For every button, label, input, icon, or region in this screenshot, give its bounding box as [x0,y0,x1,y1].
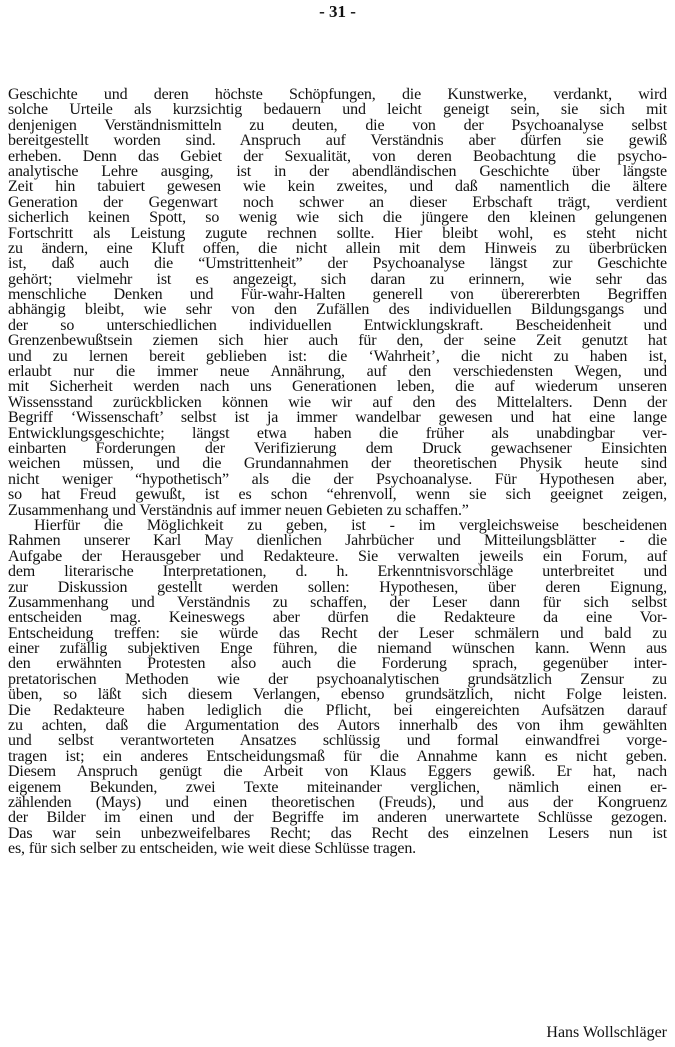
text-line: der so unterschiedlichen individuellen Entwicklungskraft. Bescheidenheit und [8,316,667,334]
text-line: dem literarische Interpretationen, d. h. Erkenntnisvorschläge unterbreitet und [8,563,667,581]
text-line: sicherlich keinen Spott, so wenig wie sich die jüngere den kleinen gelungenen [8,209,667,227]
paragraph [8,87,667,518]
text-line: mit Sicherheit werden nach uns Generationen leben, die auf wiederum unseren [8,378,667,396]
article-body [8,87,667,857]
text-line: Das war sein unbezweifelbares Recht; das Recht des einzelnen Lesers nun ist [8,824,667,842]
text-line: einbarten Forderungen der Verifizierung dem Druck gewachsener Einsichten [8,439,667,457]
text-line: Zusammenhang und Verständnis auf immer neuen Gebieten zu schaffen.” [8,501,469,519]
author-signature: Hans Wollschläger [546,1024,667,1041]
page-number: - 31 - [319,2,356,21]
text-line: den erwähnten Protesten also auch die Forderung sprach, gegenüber inter- [8,655,667,673]
text-line: einer zufällig subjektiven Enge führen, die niemand wünschen kann. Wenn aus [8,640,667,658]
text-line: bereitgestellt worden sind. Anspruch auf Verständnis aber dürfen sie gewiß [8,132,667,150]
text-line: Geschichte und deren höchste Schöpfungen, die Kunstwerke, verdankt, wird [8,86,667,103]
text-line: analytische Lehre ausging, ist in der abendländischen Geschichte über längste [8,162,667,180]
text-line: menschliche Denken und Für-wahr-Halten generell von überererbten Begriffen [8,286,667,304]
text-line: abhängig bleibt, wie sehr von den Zufällen des individuellen Bildungsgangs und [8,301,667,319]
text-line: ist, daß auch die “Umstrittenheit” der Psychoanalyse längst zur Geschichte [8,255,667,273]
text-line: es, für sich selber zu entscheiden, wie weit diese Schlüsse tragen. [8,840,417,858]
text-line: Fortschritt als Leistung zugute rechnen sollte. Hier bleibt wohl, es steht nicht [8,224,667,242]
text-line: Zusammenhang und Verständnis zu schaffen, der Leser dann für sich selbst [8,593,667,611]
text-line: zu achten, daß die Argumentation des Autors innerhalb des von ihm gewählten [8,717,667,735]
text-line: üben, so läßt sich diesem Verlangen, ebenso grundsätzlich, nicht Folge leisten. [8,686,667,704]
text-line: denjenigen Verständnismitteln zu deuten, die von der Psychoanalyse selbst [8,116,667,134]
text-line: erheben. Denn das Gebiet der Sexualität, von deren Beobachtung die psycho- [8,147,667,165]
text-line: Wissensstand zurückblicken können wie wir auf den des Mittelalters. Denn der [8,393,667,411]
text-line: Die Redakteure haben lediglich die Pflicht, bei eingereichten Aufsätzen darauf [8,701,667,719]
text-line: gehört; vielmehr ist es angezeigt, sich daran zu erinnern, wie sehr das [8,270,667,288]
text-line: der Bilder im einen und der Begriffe im anderen unerwartete Schlüsse gezogen. [8,809,667,827]
text-line: Generation der Gegenwart noch schwer an dieser Erbschaft trägt, verdient [8,193,667,211]
text-line: solche Urteile als kurzsichtig bedauern und leicht geneigt sein, sie sich mit [8,101,667,119]
text-line: weichen müssen, und die Grundannahmen der theoretischen Physik heute sind [8,455,667,473]
text-line: zählenden (Mays) und einen theoretischen (Freuds), und aus der Kongruenz [8,793,667,811]
text-line: so hat Freud gewußt, ist es schon “ehrenvoll, wenn sie sich geeignet zeigen, [8,486,667,504]
text-line: und selbst verantworteten Ansatzes schlüssig und formal einwandfrei vorge- [8,732,667,750]
text-line: Entwicklungsgeschichte; längst etwa haben die früher als unabdingbar ver- [8,424,667,442]
text-line: nicht weniger “hypothetisch” als die der Psychoanalyse. Für Hypothesen aber, [8,470,667,488]
text-line: Hierfür die Möglichkeit zu geben, ist - im vergleichsweise bescheidenen [34,516,667,534]
text-line: erlaubt nur die immer neue Annährung, auf den verschiedensten Wegen, und [8,363,667,381]
text-line: Diesem Anspruch genügt die Arbeit von Klaus Eggers gewiß. Er hat, nach [8,763,667,781]
text-line: und zu lernen bereit geblieben ist: die ‘Wahrheit’, die nicht zu haben ist, [8,347,667,365]
text-line: Grenzenbewußtsein ziemen sich hier auch für den, der seine Zeit genutzt hat [8,332,667,350]
text-line: Aufgabe der Herausgeber und Redakteure. Sie verwalten jeweils ein Forum, auf [8,547,667,565]
text-line: Begriff ‘Wissenschaft’ selbst ist ja immer wandelbar gewesen und hat eine lange [8,409,667,427]
text-line: tragen ist; ein anderes Entscheidungsmaß für die Annahme kann es nicht geben. [8,747,667,765]
text-line: pretatorischen Methoden wie der psychoanalytischen grundsätzlich Zensur zu [8,670,667,688]
text-line: Rahmen unserer Karl May dienlichen Jahrbücher und Mitteilungsblätter - die [8,532,667,550]
text-line: zur Diskussion gestellt werden sollen: Hypothesen, über deren Eignung, [8,578,667,596]
text-line: Entscheidung treffen: sie würde das Recht der Leser schmälern und bald zu [8,624,667,642]
text-line: zu ändern, eine Kluft offen, die nicht allein mit dem Hinweis zu überbrücken [8,239,667,257]
text-line: entscheiden mag. Keineswegs aber dürfen die Redakteure da eine Vor- [8,609,667,627]
paragraph [8,518,667,857]
text-line: Zeit hin tabuiert gewesen wie kein zweites, und daß namentlich die ältere [8,178,667,196]
text-line: eigenem Bekunden, zwei Texte miteinander verglichen, nämlich einen er- [8,778,667,796]
